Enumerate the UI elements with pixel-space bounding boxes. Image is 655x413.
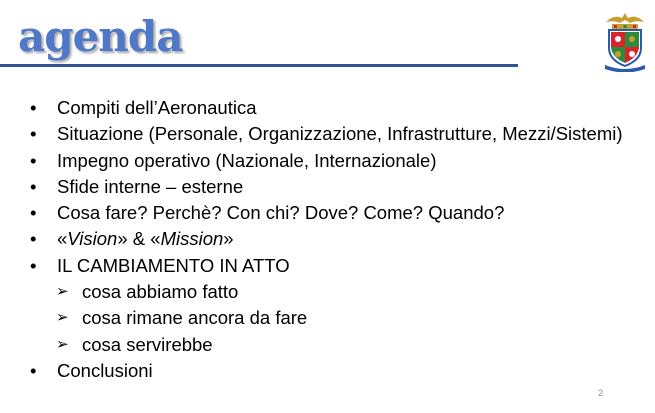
joiner: » & « [117, 228, 161, 250]
vision-term: Vision [67, 228, 118, 250]
agenda-item-text: Cosa fare? Perchè? Con chi? Dove? Come? Quando? [57, 202, 505, 224]
bullet-marker: • [30, 228, 37, 250]
agenda-item-text: Impegno operativo (Nazionale, Internazionale) [57, 149, 437, 171]
agenda-item-text: Compiti dell’Aeronautica [57, 97, 257, 118]
bullet-marker: • [30, 123, 37, 145]
arrow-bullet-icon: ➢ [56, 335, 69, 353]
agenda-item-text: Situazione (Personale, Organizzazione, Infrastrutture, Mezzi/Sistemi) [57, 123, 623, 145]
bullet-marker: • [30, 149, 37, 171]
slide-title: agenda [18, 12, 183, 61]
open-quote: « [57, 228, 68, 250]
bullet-marker: • [30, 202, 37, 224]
agenda-item-vision-mission [57, 226, 234, 252]
bullet-marker: • [30, 175, 37, 197]
agenda-item-text: Sfide interne – esterne [57, 175, 244, 197]
agenda-item-text: IL CAMBIAMENTO IN ATTO [57, 254, 290, 276]
agenda-item-text: Conclusioni [57, 359, 153, 381]
agenda-subitem-text: cosa servirebbe [82, 333, 213, 355]
arrow-bullet-icon: ➢ [56, 309, 69, 327]
aeronautica-crest-icon [600, 10, 650, 72]
bullet-marker: • [30, 254, 37, 276]
close-quote: » [223, 228, 234, 250]
bullet-marker: • [30, 97, 37, 118]
agenda-subitem-text: cosa abbiamo fatto [82, 281, 239, 303]
page-number: 2 [598, 388, 604, 398]
agenda-subitem-text: cosa rimane ancora da fare [82, 307, 308, 329]
title-underline [0, 64, 518, 67]
arrow-bullet-icon: ➢ [56, 283, 69, 301]
mission-term: Mission [160, 228, 224, 250]
bullet-marker: • [30, 359, 37, 381]
